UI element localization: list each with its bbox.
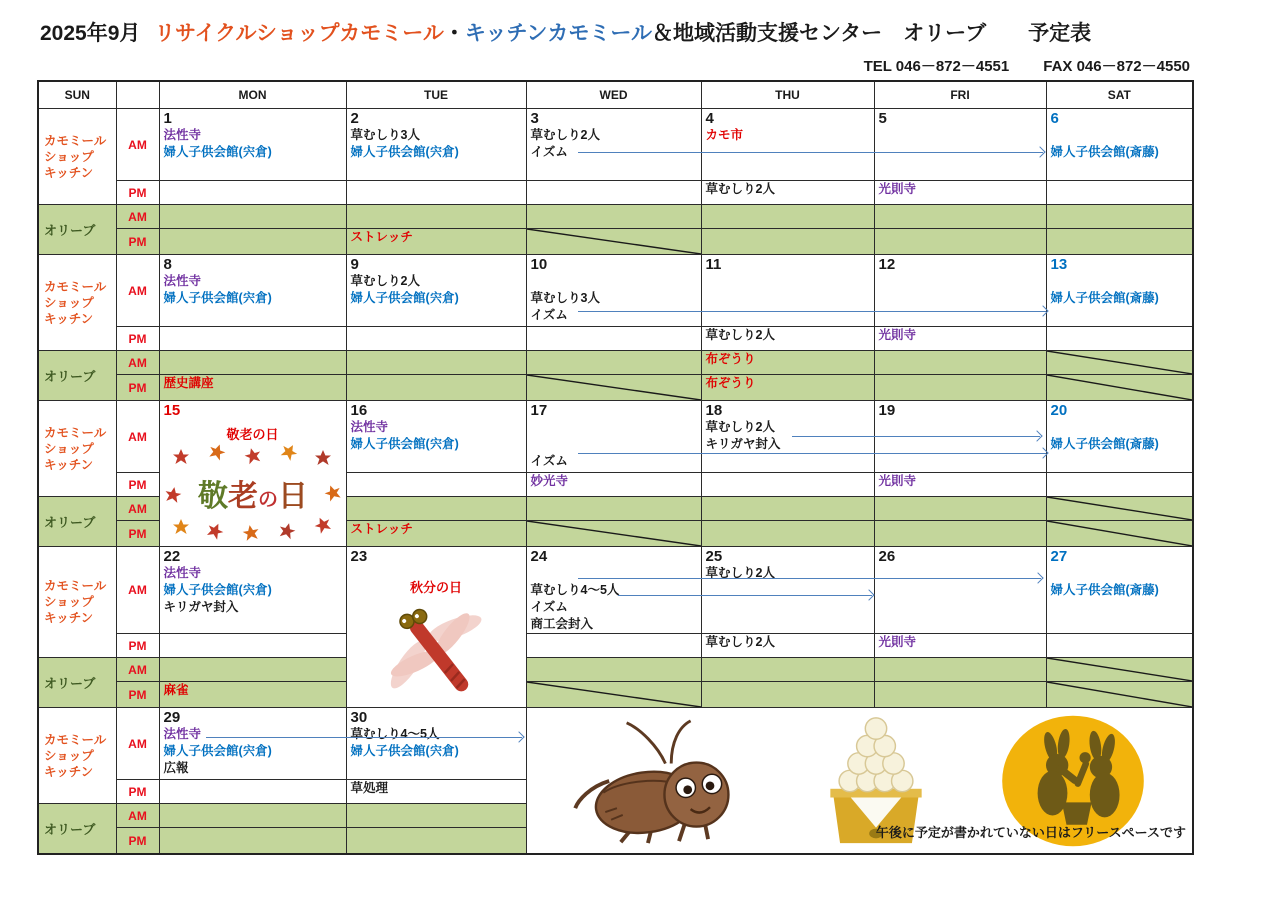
olive-am-cell: [346, 205, 526, 229]
schedule-arrow-shokokai-week4: [618, 595, 872, 596]
event-line: 法性寺: [163, 727, 202, 741]
olive-am-cell: [159, 351, 346, 375]
pm-cell: [1046, 181, 1193, 205]
pm-label: PM: [116, 828, 159, 855]
pm-cell: [701, 181, 874, 205]
olive-am-cell: [701, 497, 874, 521]
closed-cell: [526, 682, 701, 708]
event-line: 草むしり2人: [705, 420, 775, 434]
day-cell-13: 13 婦人子供会館(斎藤): [1046, 255, 1193, 327]
schedule-arrow-izm-week1: [578, 152, 1043, 153]
dragonfly-illustration: [361, 596, 511, 700]
pm-label: PM: [116, 375, 159, 401]
closed-cell: [526, 375, 701, 401]
day-cell-23-shubun-no-hi: 23 秋分の日: [346, 547, 526, 708]
event-line: [1047, 127, 1193, 144]
olive-pm-cell: [874, 521, 1046, 547]
fax-number: FAX 046－872－4550: [1043, 58, 1190, 75]
olive-am-cell: [874, 497, 1046, 521]
am-label: AM: [116, 109, 159, 181]
pm-label: PM: [116, 473, 159, 497]
event-line: ストレッチ: [350, 522, 413, 536]
olive-pm-cell: [346, 521, 526, 547]
shubun-no-hi-label: 秋分の日: [409, 580, 462, 595]
pm-cell: [526, 634, 701, 658]
olive-am-cell: [159, 658, 346, 682]
closed-slash-icon: [527, 521, 701, 546]
olive-am-cell: [1046, 205, 1193, 229]
olive-row-label: オリーブ: [38, 804, 116, 855]
weekday-header-row: [38, 81, 1193, 109]
schedule-arrow-kirigaya-week3: [792, 436, 1040, 437]
olive-row-label: オリーブ: [38, 351, 116, 401]
event-line: 婦人子供会館(宍倉): [163, 583, 272, 597]
event-line: 光則寺: [878, 182, 917, 196]
event-line: 婦人子供会館(宍倉): [350, 744, 459, 758]
olive-pm-cell: [701, 375, 874, 401]
kamomile-row-label: カモミール ショップ キッチン: [38, 109, 116, 205]
day-cell-4: 4 カモ市: [701, 109, 874, 181]
cricket-illustration: [570, 717, 755, 845]
day-cell-27: 27 婦人子供会館(斎藤): [1046, 547, 1193, 634]
event-line: 草むしり2人: [530, 128, 600, 142]
pm-label: PM: [116, 521, 159, 547]
olive-pm-cell: [701, 682, 874, 708]
olive-am-cell: [701, 658, 874, 682]
header-fri: FRI: [874, 81, 1046, 109]
pm-label: PM: [116, 229, 159, 255]
day-cell-30: 30 草むしり4～5人 婦人子供会館(宍倉): [346, 708, 526, 780]
day-cell-16: 16 法性寺 婦人子供会館(宍倉): [346, 401, 526, 473]
event-line: [1047, 273, 1193, 290]
closed-cell: [1046, 521, 1193, 547]
pm-cell: [874, 181, 1046, 205]
olive-pm-cell: [701, 229, 874, 255]
olive-row-label: オリーブ: [38, 658, 116, 708]
closed-slash-icon: [527, 682, 701, 707]
pm-cell: [1046, 473, 1193, 497]
olive-am-cell: [346, 351, 526, 375]
day-cell-18: 18 草むしり2人 キリガヤ封入: [701, 401, 874, 473]
pm-cell: [159, 181, 346, 205]
day-cell-11: 11: [701, 255, 874, 327]
olive-pm-cell: [701, 521, 874, 547]
event-line: 草むしり2人: [705, 182, 775, 196]
event-line: [1047, 565, 1193, 582]
event-line: [1047, 419, 1193, 436]
schedule-table: [37, 80, 1194, 855]
keiro-no-hi-label: 敬老の日: [226, 427, 279, 442]
event-line: 草むしり2人: [705, 566, 775, 580]
olive-am-cell: [346, 804, 526, 828]
olive-am-cell: [159, 804, 346, 828]
event-line: 光則寺: [878, 474, 917, 488]
event-line: 麻雀: [163, 683, 189, 697]
day-cell-1: 1 法性寺 婦人子供会館(宍倉): [159, 109, 346, 181]
olive-row-label: オリーブ: [38, 497, 116, 547]
title-separator: ・: [443, 22, 465, 45]
am-label: AM: [116, 255, 159, 327]
olive-am-cell: [526, 497, 701, 521]
pm-cell: [159, 634, 346, 658]
am-label: AM: [116, 497, 159, 521]
am-label: AM: [116, 658, 159, 682]
day-cell-25: 25 草むしり2人: [701, 547, 874, 634]
event-line: 光則寺: [878, 328, 917, 342]
event-line: 妙光寺: [530, 474, 569, 488]
day-cell-22: 22 法性寺 婦人子供会館(宍倉) キリガヤ封入: [159, 547, 346, 634]
closed-cell: [1046, 497, 1193, 521]
closed-cell: [526, 229, 701, 255]
header-sat: SAT: [1046, 81, 1193, 109]
event-line: 草むしり4～5人: [530, 583, 620, 597]
olive-row-label: オリーブ: [38, 205, 116, 255]
day-cell-26: 26: [874, 547, 1046, 634]
pm-cell: [159, 327, 346, 351]
event-line: 婦人子供会館(斎藤): [1050, 583, 1159, 597]
pm-cell: [1046, 327, 1193, 351]
day-cell-8: 8 法性寺 婦人子供会館(宍倉): [159, 255, 346, 327]
olive-pm-cell: [159, 375, 346, 401]
event-line: 婦人子供会館(宍倉): [350, 437, 459, 451]
day-cell-19: 19: [874, 401, 1046, 473]
olive-pm-cell: [346, 375, 526, 401]
schedule-arrow-izm-week4: [578, 578, 1041, 579]
header-mon: MON: [159, 81, 346, 109]
pm-cell: [346, 327, 526, 351]
am-label: AM: [116, 804, 159, 828]
olive-pm-cell: [159, 682, 346, 708]
event-line: 草むしり3人: [530, 291, 600, 305]
event-line: カモ市: [705, 128, 744, 142]
event-line: イズム: [530, 308, 568, 322]
closed-slash-icon: [1047, 497, 1193, 520]
am-label: AM: [116, 401, 159, 473]
day-cell-15-keiro-no-hi: 15 敬老の日 敬老の日: [159, 401, 346, 547]
pm-cell: [526, 473, 701, 497]
pm-cell: [159, 780, 346, 804]
event-line: 法性寺: [350, 420, 389, 434]
pm-label: PM: [116, 327, 159, 351]
olive-am-cell: [874, 205, 1046, 229]
header-sun: SUN: [38, 81, 116, 109]
event-line: 婦人子供会館(斎藤): [1050, 291, 1159, 305]
kamomile-row-label: カモミール ショップ キッチン: [38, 708, 116, 804]
am-label: AM: [116, 547, 159, 634]
pm-cell: [874, 634, 1046, 658]
day-cell-24: 24 草むしり4～5人 イズム 商工会封入: [526, 547, 701, 634]
day-cell-29: 29 法性寺 婦人子供会館(宍倉) 広報: [159, 708, 346, 780]
header-wed: WED: [526, 81, 701, 109]
olive-pm-cell: [874, 375, 1046, 401]
event-line: 婦人子供会館(宍倉): [163, 291, 272, 305]
closed-slash-icon: [1047, 351, 1193, 374]
event-line: 草むしり3人: [350, 128, 420, 142]
olive-am-cell: [526, 658, 701, 682]
day-cell-10: 10 草むしり3人 イズム: [526, 255, 701, 327]
event-line: 婦人子供会館(宍倉): [163, 744, 272, 758]
event-line: キリガヤ封入: [705, 437, 781, 451]
closed-cell: [1046, 351, 1193, 375]
title-month: 2025年9月: [40, 22, 141, 45]
pm-label: PM: [116, 181, 159, 205]
pm-cell: [346, 181, 526, 205]
event-line: 法性寺: [163, 274, 202, 288]
pm-cell: [1046, 634, 1193, 658]
pm-cell: [346, 473, 526, 497]
day-cell-9: 9 草むしり2人 婦人子供会館(宍倉): [346, 255, 526, 327]
olive-pm-cell: [874, 229, 1046, 255]
event-line: イズム: [530, 145, 568, 159]
pm-label: PM: [116, 634, 159, 658]
olive-am-cell: [701, 205, 874, 229]
event-line: [527, 273, 701, 290]
day-cell-5: 5: [874, 109, 1046, 181]
event-line: 法性寺: [163, 566, 202, 580]
header-ampm-col: [116, 81, 159, 109]
title-kitchen-name: キッチンカモミール: [464, 22, 652, 45]
pm-cell: [526, 181, 701, 205]
olive-pm-cell: [346, 229, 526, 255]
closed-cell: [1046, 658, 1193, 682]
event-line: [527, 436, 701, 453]
keiro-illustration-text: 敬老の日: [197, 480, 308, 513]
closed-slash-icon: [527, 375, 701, 400]
event-line: 法性寺: [163, 128, 202, 142]
event-line: [527, 419, 701, 436]
olive-am-cell: [526, 205, 701, 229]
schedule-arrow-koho-week5: [206, 737, 522, 738]
olive-pm-cell: [159, 229, 346, 255]
kamomile-row-label: カモミール ショップ キッチン: [38, 401, 116, 497]
day-cell-6: 6 婦人子供会館(斎藤): [1046, 109, 1193, 181]
pm-label: PM: [116, 682, 159, 708]
am-label: AM: [116, 708, 159, 780]
contact-line: [830, 55, 1190, 76]
olive-am-cell: [874, 351, 1046, 375]
pm-cell: [701, 473, 874, 497]
closed-slash-icon: [1047, 375, 1193, 400]
page-title: [40, 17, 1091, 47]
schedule-arrow-izm-week2: [578, 311, 1046, 312]
header-thu: THU: [701, 81, 874, 109]
schedule-arrow-izm-week3: [578, 453, 1046, 454]
event-line: 広報: [163, 761, 189, 775]
kamomile-row-label: カモミール ショップ キッチン: [38, 255, 116, 351]
olive-pm-cell: [874, 682, 1046, 708]
pm-cell: [701, 327, 874, 351]
event-line: 布ぞうり: [705, 376, 756, 390]
event-line: 草むしり2人: [705, 635, 775, 649]
kamomile-row-label: カモミール ショップ キッチン: [38, 547, 116, 658]
pm-cell: [526, 327, 701, 351]
event-line: イズム: [530, 454, 568, 468]
olive-am-cell: [874, 658, 1046, 682]
event-line: 商工会封入: [530, 617, 594, 631]
day-cell-12: 12: [874, 255, 1046, 327]
olive-am-cell: [526, 351, 701, 375]
event-line: 婦人子供会館(斎藤): [1050, 437, 1159, 451]
day-cell-2: 2 草むしり3人 婦人子供会館(宍倉): [346, 109, 526, 181]
day-cell-20: 20 婦人子供会館(斎藤): [1046, 401, 1193, 473]
day-cell-17: 17 イズム: [526, 401, 701, 473]
closed-slash-icon: [1047, 658, 1193, 681]
am-label: AM: [116, 351, 159, 375]
event-line: イズム: [530, 600, 568, 614]
event-line: 草処理: [350, 781, 389, 795]
footer-note: 午後に予定が書かれていない日はフリースペースです: [875, 825, 1186, 840]
am-label: AM: [116, 205, 159, 229]
olive-am-cell: [346, 497, 526, 521]
pm-cell: [701, 634, 874, 658]
closed-cell: [526, 521, 701, 547]
event-line: [527, 565, 701, 582]
closed-slash-icon: [1047, 682, 1193, 707]
olive-pm-cell: [346, 828, 526, 855]
event-line: 婦人子供会館(宍倉): [163, 145, 272, 159]
title-shop-name: リサイクルショップカモミール: [154, 22, 444, 45]
closed-slash-icon: [1047, 521, 1193, 546]
pm-cell: [346, 780, 526, 804]
keiro-leaves-illustration: [165, 443, 341, 541]
day-cell-3: 3 草むしり2人 イズム: [526, 109, 701, 181]
header-tue: TUE: [346, 81, 526, 109]
event-line: 布ぞうり: [705, 352, 756, 366]
title-rest: ＆地域活動支援センター オリーブ 予定表: [652, 22, 1092, 45]
event-line: 婦人子供会館(宍倉): [350, 145, 459, 159]
tel-number: TEL 046－872－4551: [863, 58, 1010, 75]
event-line: 草むしり4～5人: [350, 727, 440, 741]
pm-label: PM: [116, 780, 159, 804]
event-line: キリガヤ封入: [163, 600, 239, 614]
closed-cell: [1046, 375, 1193, 401]
event-line: 光則寺: [878, 635, 917, 649]
event-line: ストレッチ: [350, 230, 413, 244]
olive-pm-cell: [159, 828, 346, 855]
olive-am-cell: [159, 205, 346, 229]
closed-cell: [1046, 682, 1193, 708]
event-line: 婦人子供会館(宍倉): [350, 291, 459, 305]
closed-slash-icon: [527, 229, 701, 254]
pm-cell: [874, 473, 1046, 497]
event-line: 草むしり2人: [705, 328, 775, 342]
olive-am-cell: [701, 351, 874, 375]
olive-pm-cell: [1046, 229, 1193, 255]
event-line: 草むしり2人: [350, 274, 420, 288]
event-line: 歴史講座: [163, 376, 214, 390]
event-line: 婦人子供会館(斎藤): [1050, 145, 1159, 159]
pm-cell: [874, 327, 1046, 351]
